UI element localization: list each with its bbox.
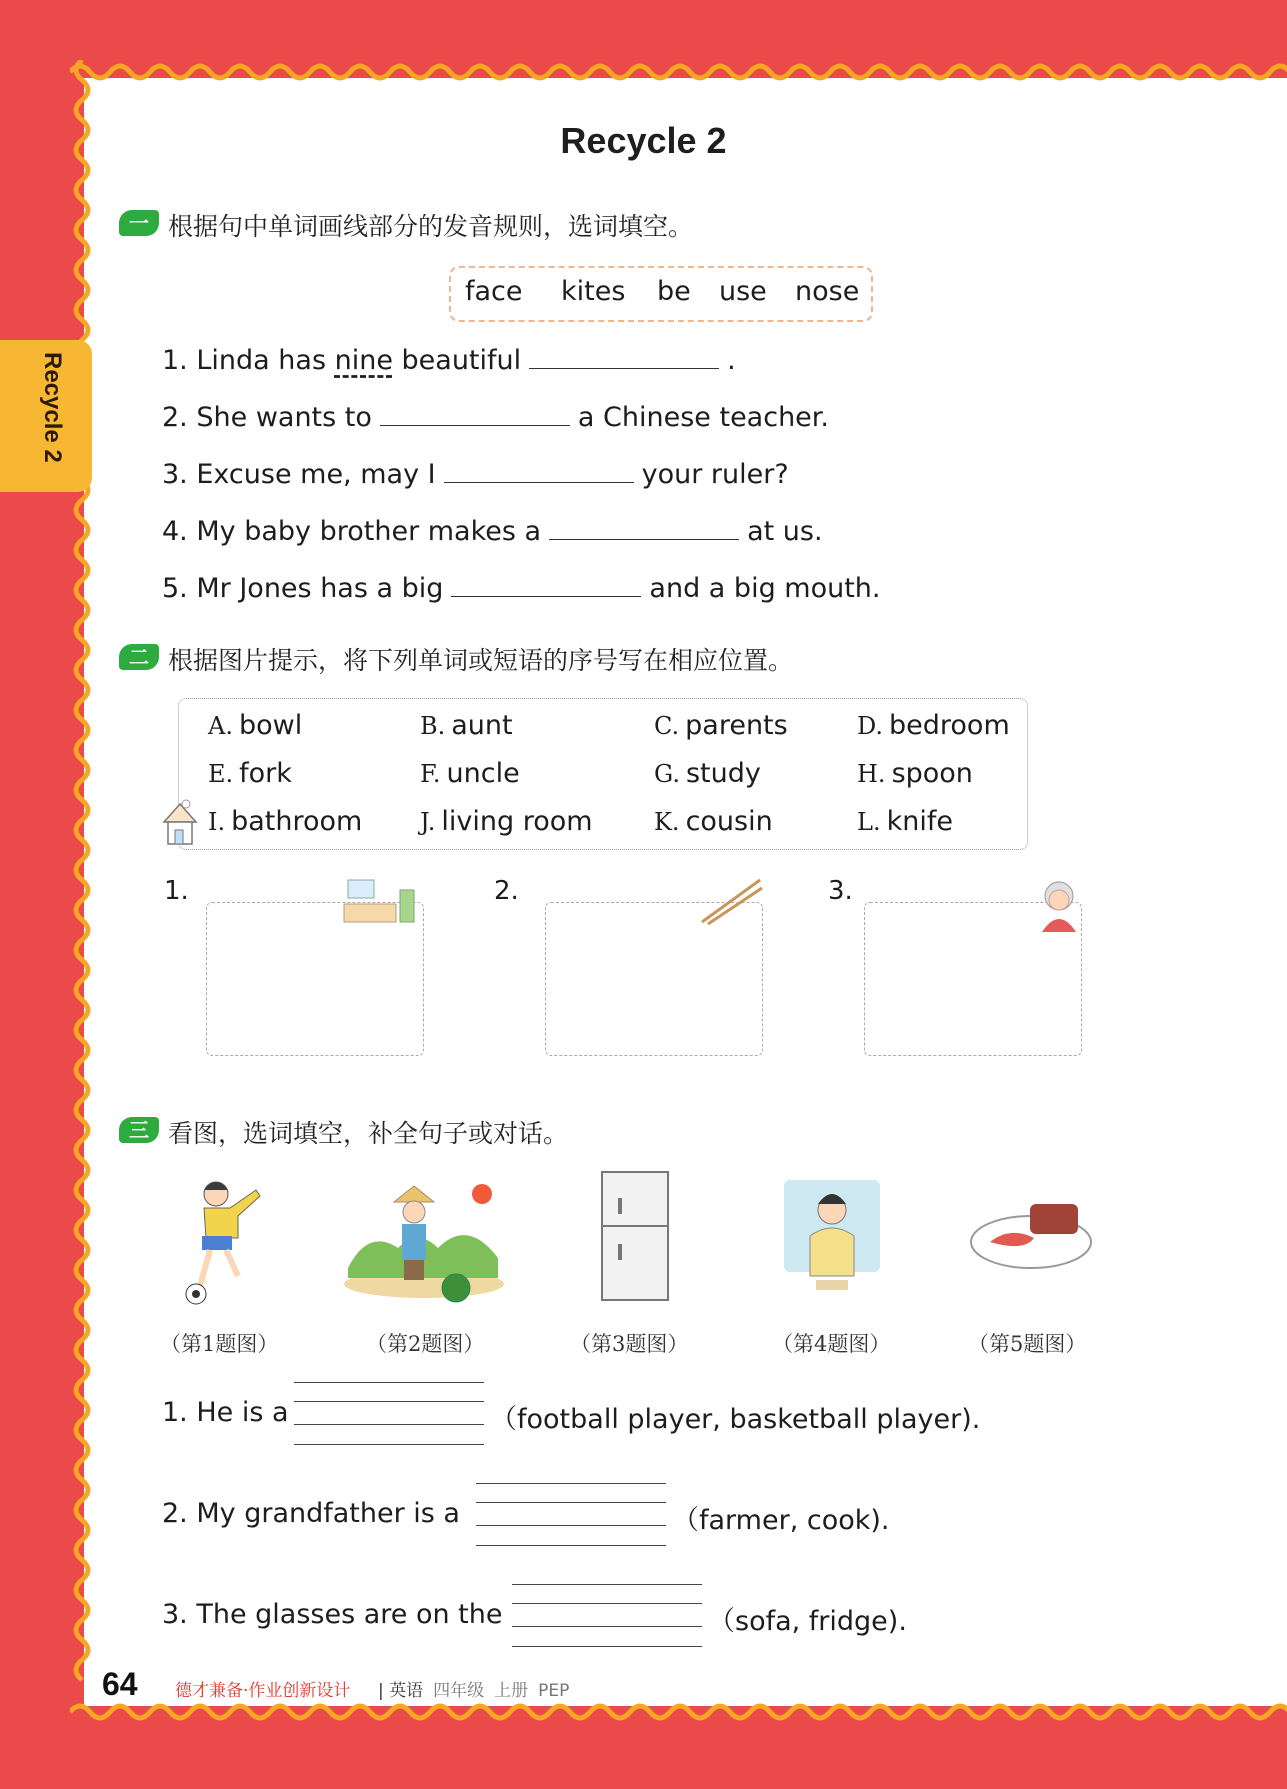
- football-player-illustration: [180, 1176, 266, 1306]
- farmer-illustration: [344, 1172, 506, 1304]
- bottom-wave-border: [70, 1700, 1287, 1726]
- word-bank-word: be: [657, 276, 691, 307]
- writing-lines[interactable]: [476, 1483, 666, 1547]
- word-bank: [449, 266, 873, 322]
- section-3-instruction: 看图，选词填空，补全句子或对话。: [168, 1119, 569, 1148]
- question-1-1: 1. Linda has nine beautiful .: [162, 345, 736, 376]
- option-b: B. aunt: [420, 710, 513, 741]
- question-1-4: 4. My baby brother makes a at us.: [162, 516, 823, 547]
- sentence-3-3-prefix: 3. The glasses are on the: [162, 1599, 503, 1630]
- frame-number: 2.: [494, 876, 519, 906]
- sentence-3-3-choices: （sofa, fridge).: [708, 1606, 907, 1637]
- writing-lines[interactable]: [294, 1382, 484, 1446]
- figure-caption: （第2题图）: [366, 1332, 485, 1356]
- option-c: C. parents: [654, 710, 788, 741]
- word-bank-word: face: [465, 276, 523, 307]
- section-2-badge: 二: [119, 644, 159, 670]
- word-bank-word: nose: [795, 276, 860, 307]
- sentence-3-2-prefix: 2. My grandfather is a: [162, 1498, 460, 1529]
- figure-caption: （第3题图）: [570, 1332, 689, 1356]
- writing-lines[interactable]: [512, 1584, 702, 1648]
- sentence-3-2-choices: （farmer, cook).: [672, 1505, 890, 1536]
- frame-number: 1.: [164, 876, 189, 906]
- option-d: D. bedroom: [857, 710, 1010, 741]
- kitchen-icon: [342, 876, 418, 924]
- left-wave-border: [70, 60, 94, 1720]
- answer-blank[interactable]: [451, 576, 641, 597]
- house-icon: [160, 798, 200, 850]
- option-g: G. study: [654, 758, 761, 789]
- sentence-3-1-choices: （football player, basketball player).: [490, 1404, 981, 1435]
- question-1-5: 5. Mr Jones has a big and a big mouth.: [162, 573, 881, 604]
- footer-brand: 德才兼备·作业创新设计: [175, 1681, 351, 1701]
- figure-caption: （第5题图）: [968, 1332, 1087, 1356]
- page-title: Recycle 2: [560, 120, 727, 161]
- answer-blank[interactable]: [549, 519, 739, 540]
- cook-illustration: [780, 1176, 884, 1304]
- grandma-icon: [1036, 876, 1082, 932]
- question-1-2: 2. She wants to a Chinese teacher.: [162, 402, 830, 433]
- side-tab-label: Recycle 2: [39, 352, 66, 463]
- sentence-3-1-prefix: 1. He is a: [162, 1397, 289, 1428]
- option-a: A. bowl: [208, 710, 303, 741]
- word-bank-word: kites: [561, 276, 626, 307]
- question-1-3: 3. Excuse me, may I your ruler?: [162, 459, 789, 490]
- footer-subject: | 英语 四年级 上册 PEP: [378, 1681, 570, 1701]
- figure-caption: （第1题图）: [160, 1332, 279, 1356]
- section-3-badge: 三: [119, 1117, 159, 1143]
- figure-caption: （第4题图）: [772, 1332, 891, 1356]
- option-e: E. fork: [208, 758, 292, 789]
- page-number: 64: [102, 1666, 138, 1702]
- chopsticks-icon: [698, 876, 764, 926]
- option-i: I. bathroom: [208, 806, 363, 837]
- option-j: J. living room: [420, 806, 593, 837]
- option-h: H. spoon: [857, 758, 973, 789]
- option-l: L. knife: [857, 806, 953, 837]
- word-bank-word: use: [719, 276, 767, 307]
- option-f: F. uncle: [420, 758, 520, 789]
- answer-blank[interactable]: [529, 348, 719, 369]
- answer-blank[interactable]: [444, 462, 634, 483]
- section-1-badge: 一: [119, 210, 159, 236]
- answer-blank[interactable]: [380, 405, 570, 426]
- section-2-instruction: 根据图片提示，将下列单词或短语的序号写在相应位置。: [168, 646, 794, 675]
- option-k: K. cousin: [654, 806, 773, 837]
- frame-number: 3.: [828, 876, 853, 906]
- worksheet-page: [84, 78, 1287, 1706]
- side-tab: [0, 340, 92, 492]
- meat-dish-illustration: [968, 1186, 1094, 1276]
- top-wave-border: [70, 58, 1287, 84]
- section-1-instruction: 根据句中单词画线部分的发音规则，选词填空。: [168, 212, 694, 241]
- fridge-illustration: [598, 1168, 674, 1304]
- answer-frame-1[interactable]: [206, 902, 424, 1056]
